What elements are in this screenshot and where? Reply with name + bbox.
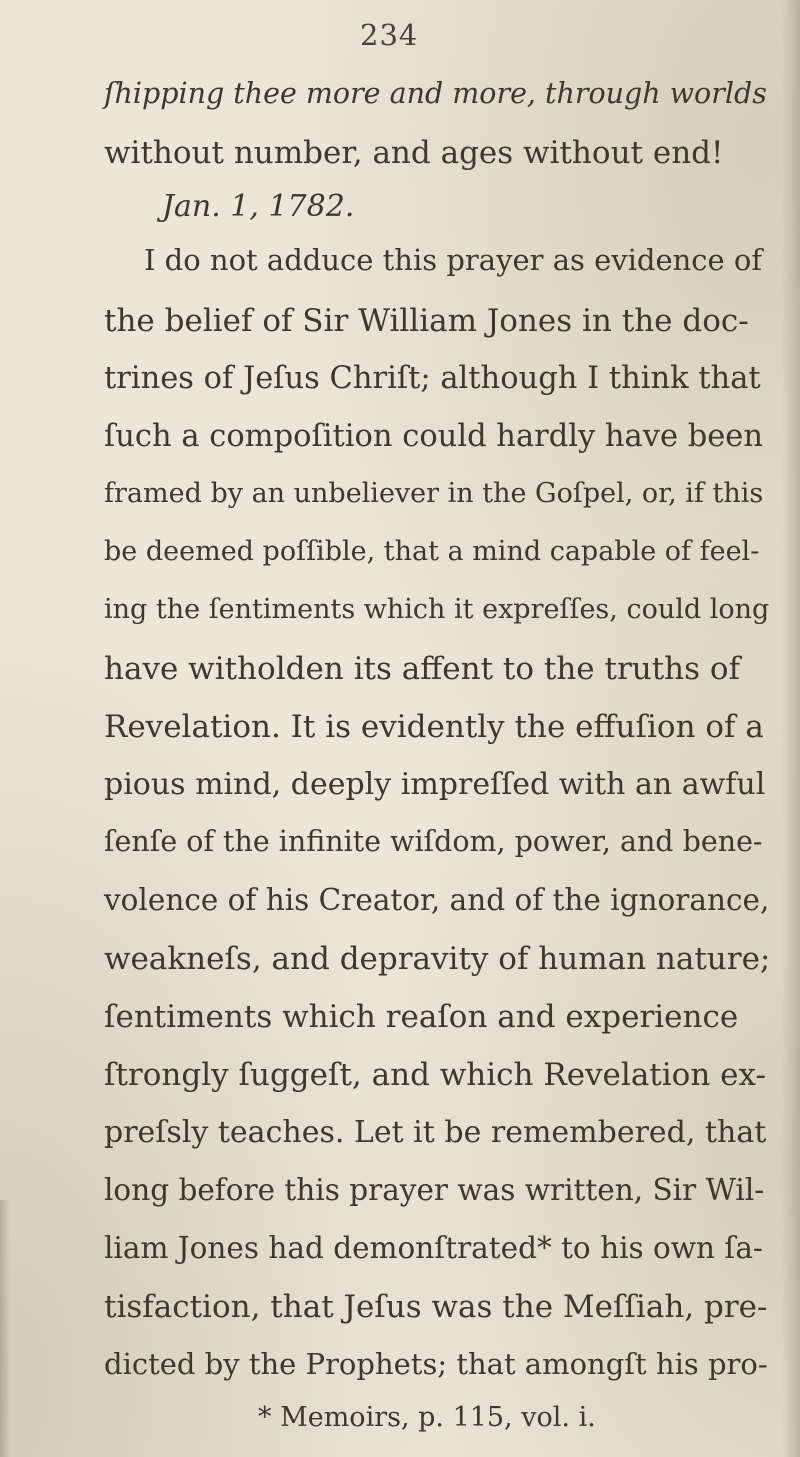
text-line: trines of Jeſus Chriſt; although I think that (104, 361, 761, 396)
page-gutter-shadow (0, 1200, 10, 1457)
text-line: ſentiments which reaſon and experience (104, 999, 739, 1035)
text-line: preſsly teaches. Let it be remembered, that (104, 1115, 767, 1150)
text-line: the belief of Sir William Jones in the doc- (104, 303, 749, 339)
text-line: I do not adduce this prayer as evidence of (144, 243, 763, 277)
text-line: pious mind, deeply impreſſed with an awful (104, 767, 766, 802)
text-line: long before this prayer was written, Sir Wil- (104, 1173, 765, 1207)
text-line: without number, and ages without end! (104, 135, 724, 171)
text-line: tisfaction, that Jeſus was the Meſſiah, pre- (104, 1289, 768, 1325)
text-line: Revelation. It is evidently the effuſion of a (104, 709, 764, 745)
text-line: dicted by the Prophets; that amongſt his pro- (104, 1347, 768, 1381)
page-number: 234 (360, 18, 419, 52)
text-line: liam Jones had demonſtrated* to his own ſa- (104, 1231, 763, 1265)
text-line: ſenſe of the infinite wiſdom, power, and bene- (104, 825, 763, 858)
text-line: Jan. 1, 1782. (162, 189, 355, 224)
text-line: ſuch a compoſition could hardly have been (104, 419, 763, 454)
text-line: be deemed poſſible, that a mind capable of feel- (104, 536, 760, 567)
text-line: ſhipping thee more and more, through worlds (104, 77, 767, 110)
text-line: have witholden its affent to the truths of (104, 651, 741, 687)
text-line: volence of his Creator, and of the ignorance, (104, 883, 770, 917)
text-line: ing the ſentiments which it expreſſes, could long (104, 594, 770, 625)
text-line: weakneſs, and depravity of human nature; (104, 941, 771, 977)
page-edge-shadow (782, 0, 800, 1457)
footnote: * Memoirs, p. 115, vol. i. (258, 1402, 596, 1433)
text-line: ſtrongly ſuggeſt, and which Revelation ex- (104, 1057, 766, 1093)
text-line: framed by an unbeliever in the Goſpel, or, if this (104, 478, 764, 509)
